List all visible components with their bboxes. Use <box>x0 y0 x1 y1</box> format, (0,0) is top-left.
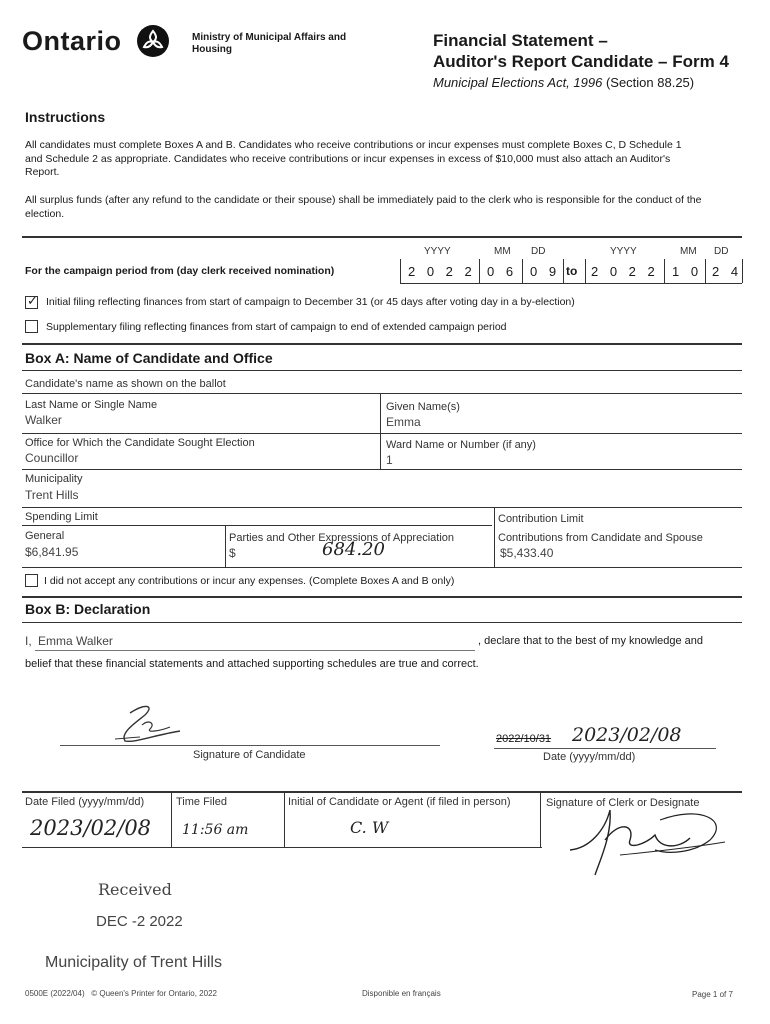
act-reference <box>433 75 694 90</box>
clerk-signature-label: Signature of Clerk or Designate <box>546 797 700 809</box>
declaration-belief: belief that these financial statements and attached supporting schedules are true and correct. <box>25 658 479 670</box>
supplementary-filing-text: Supplementary filing reflecting finances from start of campaign to end of extended campaign period <box>46 321 507 333</box>
hdr-from-dd: DD <box>531 246 546 257</box>
form-title-line2: Auditor's Report Candidate – Form 4 <box>433 52 729 71</box>
hdr-to-yyyy: YYYY <box>610 246 637 257</box>
initial-value: C. W <box>350 818 389 837</box>
stamp-received: Received <box>98 880 172 899</box>
instructions-para1: All candidates must complete Boxes A and B. Candidates who receive contributions or incur expenses must complete Boxes C, D Schedule 1 and Schedule 2 as appropriate. Candidates who receive contributions or incur expenses in excess of $10,000 must also attach an Auditor's Report. <box>25 139 682 178</box>
to-year: 2 0 2 2 <box>591 264 659 279</box>
no-contributions-text: I did not accept any contributions or incur any expenses. (Complete Boxes A and B only) <box>44 575 455 587</box>
ministry-name: Ministry of Municipal Affairs and Housing <box>192 32 347 55</box>
ballot-name-label: Candidate's name as shown on the ballot <box>25 378 226 390</box>
act-section: (Section 88.25) <box>602 75 695 90</box>
footer-french: Disponible en français <box>362 989 441 998</box>
date-filed-label: Date Filed (yyyy/mm/dd) <box>25 796 145 808</box>
hdr-to-mm: MM <box>680 246 697 257</box>
stamp-date: DEC -2 2022 <box>96 913 183 930</box>
date-filed-value: 2023/02/08 <box>30 816 152 840</box>
given-name-label: Given Name(s) <box>386 401 460 413</box>
time-filed-value: 11:56 am <box>182 822 249 838</box>
hdr-from-yyyy: YYYY <box>424 246 451 257</box>
given-name-value: Emma <box>386 415 421 429</box>
to-month: 1 0 <box>672 264 703 279</box>
parties-label: Parties and Other Expressions of Appreciation <box>229 532 455 544</box>
municipality-label: Municipality <box>25 473 83 485</box>
parties-value: 684.20 <box>322 539 385 560</box>
box-a-heading: Box A: Name of Candidate and Office <box>25 350 273 366</box>
stamp-municipality: Municipality of Trent Hills <box>45 954 222 971</box>
last-name-label: Last Name or Single Name <box>25 399 158 411</box>
declaration-date-written: 2023/02/08 <box>572 724 682 746</box>
no-contributions-checkbox[interactable] <box>25 574 38 587</box>
check-mark-icon: ✓ <box>27 293 38 308</box>
box-b-heading: Box B: Declaration <box>25 601 151 617</box>
logo-wordmark: Ontario <box>22 26 122 56</box>
hdr-from-mm: MM <box>494 246 511 257</box>
act-name: Municipal Elections Act, 1996 <box>433 75 603 90</box>
parties-prefix: $ <box>229 546 236 560</box>
to-label: to <box>566 264 578 278</box>
spending-limit-label: Spending Limit <box>25 511 98 523</box>
time-filed-label: Time Filed <box>176 796 227 808</box>
initial-filing-text: Initial filing reflecting finances from start of campaign to December 31 (or 45 days after voting day in a by-election) <box>46 296 575 308</box>
candidate-signature-icon <box>100 693 195 748</box>
initial-label: Initial of Candidate or Agent (if filed in person) <box>288 796 511 808</box>
contribution-sub-label: Contributions from Candidate and Spouse <box>498 532 703 544</box>
office-value: Councillor <box>25 451 79 465</box>
ward-value: 1 <box>386 453 393 467</box>
to-day: 2 4 <box>712 264 743 279</box>
footer-page: Page 1 of 7 <box>692 990 733 999</box>
contribution-value: $5,433.40 <box>500 546 554 560</box>
general-label: General <box>25 530 65 542</box>
footer-form-id: 0500E (2022/04) © Queen's Printer for Ontario, 2022 <box>25 989 217 998</box>
from-day: 0 9 <box>530 264 561 279</box>
hdr-to-dd: DD <box>714 246 729 257</box>
ward-label: Ward Name or Number (if any) <box>386 439 536 451</box>
signature-candidate-label: Signature of Candidate <box>193 749 306 761</box>
municipality-value: Trent Hills <box>25 488 79 502</box>
supplementary-filing-checkbox[interactable] <box>25 320 38 333</box>
trillium-icon <box>136 24 170 58</box>
from-year: 2 0 2 2 <box>408 264 476 279</box>
declaration-date-struck: 2022/10/31 <box>496 733 552 745</box>
initial-filing-checkbox[interactable] <box>25 293 38 309</box>
declaration-text: , declare that to the best of my knowledge and <box>478 635 704 647</box>
instructions-para2: All surplus funds (after any refund to the candidate or their spouse) shall be immediately paid to the clerk who is responsible for the conduct of the election. <box>25 194 702 220</box>
form-title-line1: Financial Statement – <box>433 31 608 50</box>
declarant-name: Emma Walker <box>38 634 113 648</box>
declaration-prefix: I, <box>25 634 32 648</box>
from-month: 0 6 <box>487 264 518 279</box>
general-value: $6,841.95 <box>25 545 79 559</box>
clerk-signature-icon <box>560 800 740 880</box>
last-name-value: Walker <box>25 413 62 427</box>
office-label: Office for Which the Candidate Sought Election <box>25 437 255 449</box>
declaration-date-label: Date (yyyy/mm/dd) <box>543 751 636 763</box>
contribution-limit-label: Contribution Limit <box>498 513 584 525</box>
instructions-heading: Instructions <box>25 109 106 125</box>
campaign-period-label: For the campaign period from (day clerk received nomination) <box>25 265 335 277</box>
ontario-logo <box>22 26 122 57</box>
